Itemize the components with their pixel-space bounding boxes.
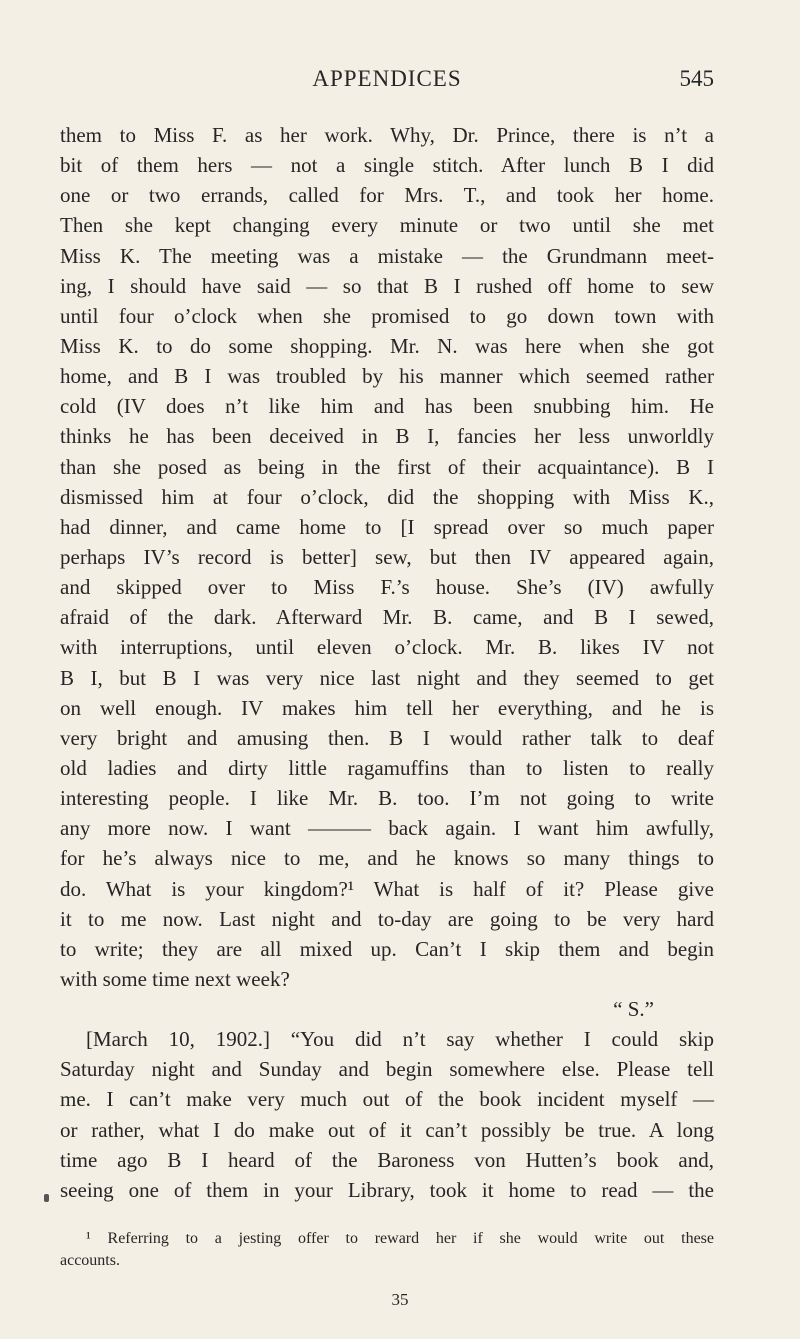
signature-mark: 35 xyxy=(391,1290,409,1309)
text-line: ing, I should have said — so that B I rushed off home to sew xyxy=(60,273,714,298)
text-line: any more now. I want ——— back again. I want him awfully, xyxy=(60,816,714,841)
text-line: dismissed him at four o’clock, did the shopping with Miss K., xyxy=(60,484,714,509)
text-line: it to me now. Last night and to-day are going to be very hard xyxy=(60,906,714,931)
footnote-line: ¹ Referring to a jesting offer to reward her if she would write out these xyxy=(86,1230,714,1247)
text-line: had dinner, and came home to [I spread over so much paper xyxy=(60,514,714,539)
text-line: time ago B I heard of the Baroness von Hutten’s book and, xyxy=(60,1147,714,1172)
page-header xyxy=(60,66,714,96)
text-line: Miss K. to do some shopping. Mr. N. was here when she got xyxy=(60,333,714,358)
text-line: on well enough. IV makes him tell her everything, and he is xyxy=(60,695,714,720)
text-line: for he’s always nice to me, and he knows so many things to xyxy=(60,846,714,871)
letter-signature: “ S.” xyxy=(613,997,654,1022)
running-head: APPENDICES xyxy=(312,66,462,91)
text-line: thinks he has been deceived in B I, fancies her less unworldly xyxy=(60,424,714,449)
text-line: with interruptions, until eleven o’clock. Mr. B. likes IV not xyxy=(60,635,714,660)
text-line: than she posed as being in the first of their acquaintance). B I xyxy=(60,454,714,479)
page-number: 545 xyxy=(679,66,714,91)
text-line: very bright and amusing then. B I would rather talk to deaf xyxy=(60,725,714,750)
text-line: Saturday night and Sunday and begin somewhere else. Please tell xyxy=(60,1057,714,1082)
text-line: Miss K. The meeting was a mistake — the Grundmann meet- xyxy=(60,243,714,268)
text-line: cold (IV does n’t like him and has been snubbing him. He xyxy=(60,394,714,419)
text-line: B I, but B I was very nice last night and they seemed to get xyxy=(60,665,714,690)
text-line: one or two errands, called for Mrs. T., and took her home. xyxy=(60,183,714,208)
text-line: seeing one of them in your Library, took it home to read — the xyxy=(60,1177,714,1202)
text-line: or rather, what I do make out of it can’t possibly be true. A long xyxy=(60,1117,714,1142)
text-line: with some time next week? xyxy=(60,966,290,991)
text-line: until four o’clock when she promised to go down town with xyxy=(60,303,714,328)
text-line: me. I can’t make very much out of the book incident myself — xyxy=(60,1087,714,1112)
margin-mark xyxy=(44,1194,49,1202)
text-line: and skipped over to Miss F.’s house. She’s (IV) awfully xyxy=(60,575,714,600)
footnote xyxy=(60,1228,714,1272)
text-line: do. What is your kingdom?¹ What is half of it? Please give xyxy=(60,876,714,901)
text-line: to write; they are all mixed up. Can’t I skip them and begin xyxy=(60,936,714,961)
text-line: home, and B I was troubled by his manner which seemed rather xyxy=(60,364,714,389)
text-line: afraid of the dark. Afterward Mr. B. came, and B I sewed, xyxy=(60,605,714,630)
text-line: perhaps IV’s record is better] sew, but then IV appeared again, xyxy=(60,544,714,569)
footnote-line: accounts. xyxy=(60,1252,120,1269)
text-line: Then she kept changing every minute or two until she met xyxy=(60,213,714,238)
text-line: them to Miss F. as her work. Why, Dr. Prince, there is n’t a xyxy=(60,123,714,147)
body-text xyxy=(60,120,714,1205)
text-line: interesting people. I like Mr. B. too. I’m not going to write xyxy=(60,786,714,811)
text-line: old ladies and dirty little ragamuffins than to listen to really xyxy=(60,755,714,780)
text-line: bit of them hers — not a single stitch. After lunch B I did xyxy=(60,153,714,178)
text-line: [March 10, 1902.] “You did n’t say whether I could skip xyxy=(86,1027,714,1052)
